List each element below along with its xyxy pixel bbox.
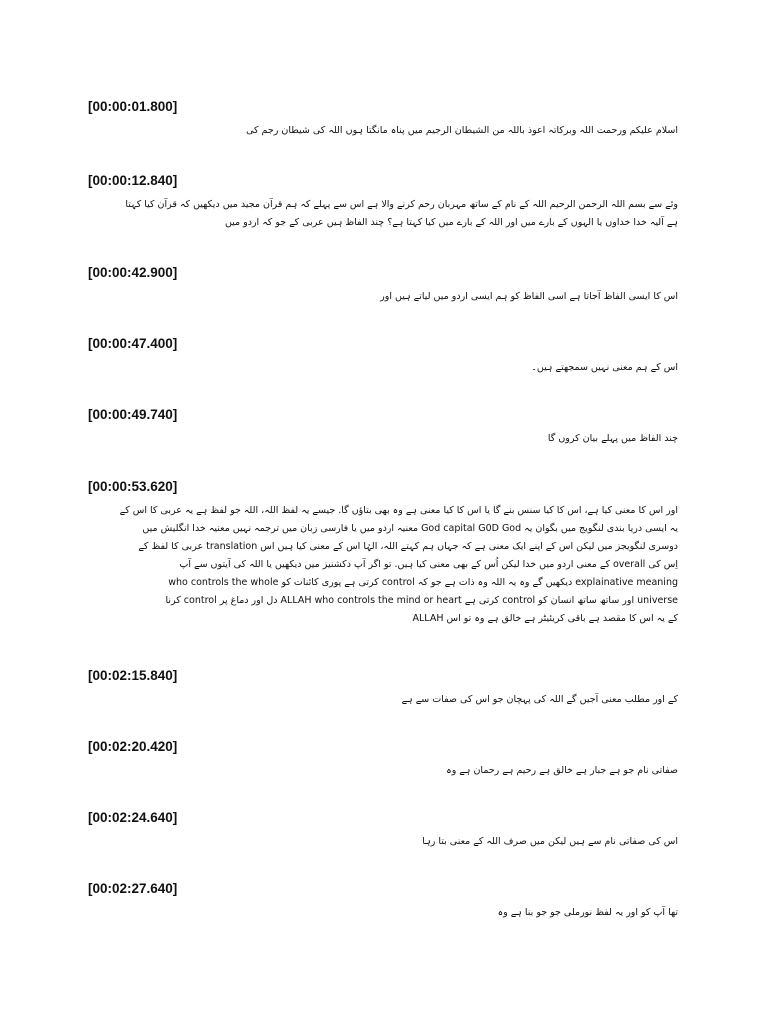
- transcript-text: [88, 288, 678, 306]
- transcript-entry: [88, 98, 678, 140]
- transcript-text: [88, 122, 678, 140]
- transcript-entry: [88, 478, 678, 628]
- timestamp: [00:00:49.740]: [88, 407, 178, 422]
- text-line: اِس کی overall کے معنی اردو میں خدا لیکن اُس کے بھی معنی کیا ہیں. تو اگر آپ دکشنیز میں دیکھیں یا اللہ کی آیتوں سے آپ: [179, 559, 678, 570]
- text-line: یہ ایسی دریا بندی لنگویج میں بگوان یہ God capital G0D God معنیہ اردو میں یا فارسی زبان میں ترجمہ نہیں معنیہ خدا انگلیش میں: [142, 523, 678, 534]
- transcript-entry: [88, 809, 678, 851]
- text-line: اسلام علیکم ورحمت اللہ وبرکاتہ اعوذ باللہ من الشیطان الرجیم میں پناہ مانگتا ہوں اللہ کی شیطان رجم کی: [246, 125, 678, 136]
- transcript-text: [88, 502, 678, 628]
- text-line: explainative meaning دیکھیں گے وہ یہ اللہ وہ ذات ہے جو کہ control کرتی ہے پوری کائنات کو who controls the whole: [168, 577, 678, 588]
- timestamp: [00:00:53.620]: [88, 479, 178, 494]
- timestamp: [00:00:42.900]: [88, 265, 178, 280]
- text-line: چند الفاظ میں پہلے بیان کروں گا: [547, 433, 678, 444]
- text-line: دوسری لنگویجز میں لیکن اس کے اپنے ایک معنی ہے کہ جہاں ہم کہتے اللہ، الہٰا اس کے معنی کیا ہیں اس translation عربی کا لفظ کے: [138, 541, 678, 552]
- text-line: اور اس کا معنی کیا ہے، اس کا کیا سنس بنے گا یا اس کا کیا معنی ہے وہ بھی بتاؤں گا. جیسے یہ لفظ اللہ، اللہ جو لفظ ہے یہ عربی کا اس کے: [119, 505, 678, 516]
- transcript-entry: [88, 335, 678, 377]
- transcript-entry: [88, 406, 678, 448]
- text-line: universe اور ساتھ ساتھ انسان کو control کرتی ہے ALLAH who controls the mind or heart دل اور دماغ پر control کرنا: [165, 595, 678, 606]
- transcript-entry: [88, 264, 678, 306]
- timestamp: [00:02:15.840]: [88, 668, 178, 683]
- timestamp: [00:00:01.800]: [88, 99, 178, 114]
- transcript-entry: [88, 880, 678, 922]
- transcript-text: [88, 359, 678, 377]
- timestamp: [00:00:12.840]: [88, 173, 178, 188]
- text-line: صفاتی نام جو ہے جبار ہے خالق ہے رحیم ہے رحمان ہے وہ: [446, 765, 678, 776]
- text-line: اس کی صفاتی نام سے ہیں لیکن میں صرف اللہ کے معنی بتا رہا: [422, 836, 678, 847]
- timestamp: [00:02:24.640]: [88, 810, 178, 825]
- timestamp: [00:02:20.420]: [88, 739, 178, 754]
- text-line: اس کے ہم معنی نہیں سمجھتے ہیں۔: [531, 362, 678, 373]
- text-line: اس کا ایسی الفاظ آجاتا ہے اسی الفاظ کو ہم ایسی اردو میں لیاتے ہیں اور: [380, 291, 678, 302]
- text-line: ہے آلیہ خدا خداوں یا الہوں کے بارے میں اور اللہ کے بارے میں کیا کہتا ہے؟ چند الفاظ ہیں عربی کے جو کہ اردو میں: [224, 217, 678, 228]
- transcript-text: [88, 762, 678, 780]
- text-line: کے اور مطلب معنی آجیں گے اللہ کی پہچان جو اس کی صفات سے ہے: [401, 694, 678, 705]
- timestamp: [00:00:47.400]: [88, 336, 178, 351]
- transcript-entry: [88, 667, 678, 709]
- transcript-text: [88, 196, 678, 232]
- transcript-text: [88, 691, 678, 709]
- text-line: وئے سے بسم اللہ الرحمن الرحیم اللہ کے نام کے ساتھ مہربان رحم کرنے والا ہے اس سے پہلے کہ ہم قرآن مجید میں دیکھیں کہ قرآن کیا کہتا: [125, 199, 678, 210]
- transcript-entry: [88, 738, 678, 780]
- transcript-text: [88, 430, 678, 448]
- text-line: کے یہ اس کا مقصد ہے باقی کریئیٹر ہے خالق ہے وہ تو اس ALLAH: [412, 613, 678, 624]
- timestamp: [00:02:27.640]: [88, 881, 178, 896]
- transcript-entry: [88, 172, 678, 232]
- transcript-text: [88, 833, 678, 851]
- text-line: تھا آپ کو اور یہ لفظ نورملی جو جو بنا ہے وہ: [497, 907, 678, 918]
- transcript-text: [88, 904, 678, 922]
